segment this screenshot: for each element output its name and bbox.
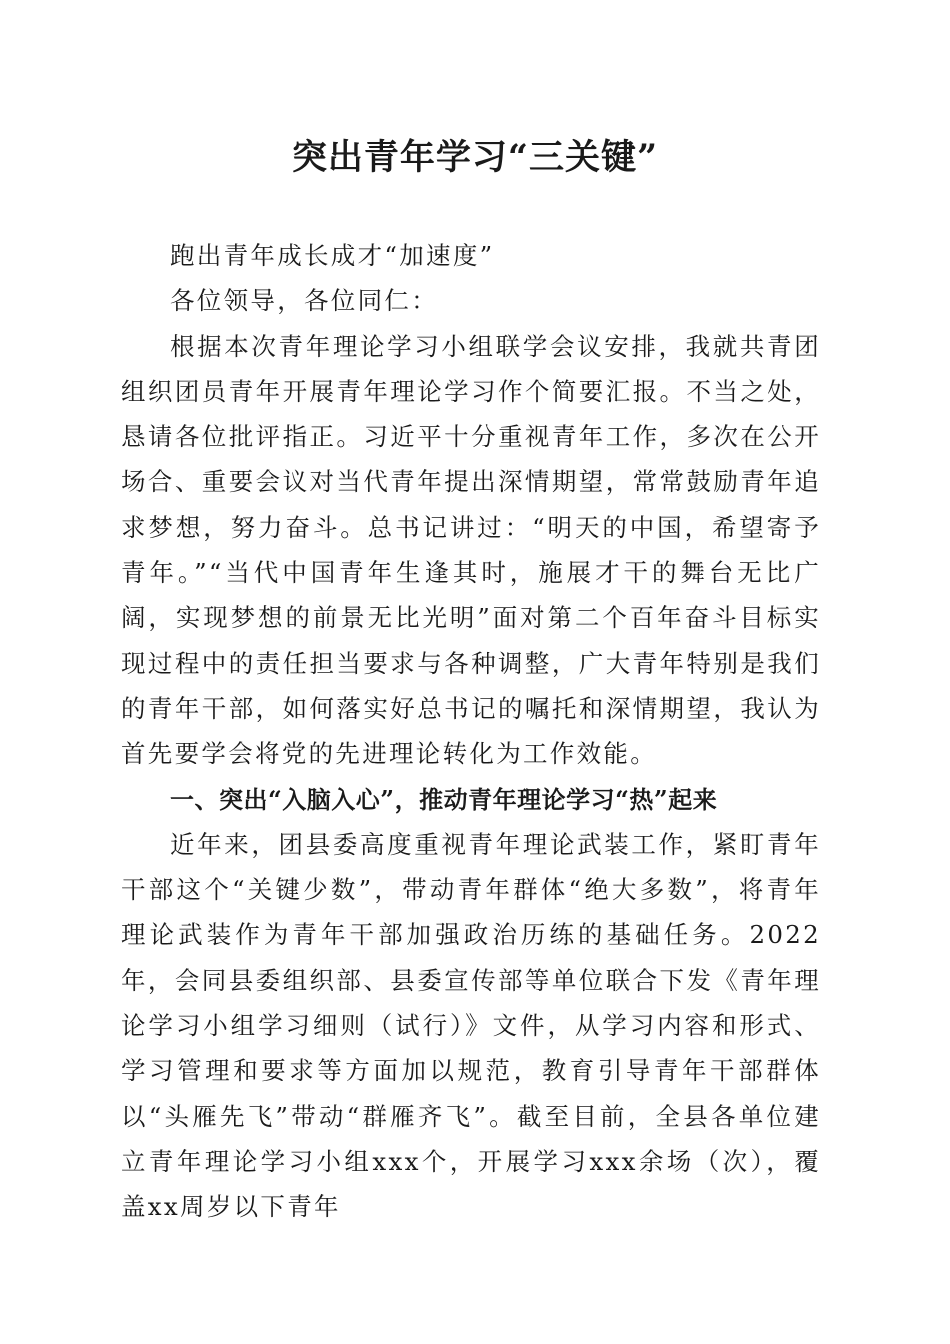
- subtitle-paragraph: 跑出青年成长成才“加速度”: [170, 241, 495, 270]
- salutation-paragraph: 各位领导，各位同仁：: [170, 286, 438, 316]
- intro-paragraph: 根据本次青年理论学习小组联学会议安排，我就共青团组织团员青年开展青年理论学习作个简要汇报。不当之处，恳请各位批评指正。习近平十分重视青年工作，多次在公开场合、重要会议对当代青年提出深情期望，常常鼓励青年追求梦想，努力奋斗。总书记讲过：“明天的中国，希望寄予青年。”“当代中国青年生逢其时，施展才干的舞台无比广阔，实现梦想的前景无比光明”面对第二个百年奋斗目标实现过程中的责任担当要求与各种调整，广大青年特别是我们的青年干部，如何落实好总书记的嘱托和深情期望，我认为首先要学会将党的先进理论转化为工作效能。: [121, 331, 821, 769]
- section-1-paragraph: 近年来，团县委高度重视青年理论武装工作，紧盯青年干部这个“关键少数”，带动青年群体“绝大多数”，将青年理论武装作为青年干部加强政治历练的基础任务。2022年，会同县委组织部、县委宣传部等单位联合下发《青年理论学习小组学习细则（试行）》文件，从学习内容和形式、学习管理和要求等方面加以规范，教育引导青年干部群体以“头雁先飞”带动“群雁齐飞”。截至目前，全县各单位建立青年理论学习小组xxx个，开展学习xxx余场（次），覆盖xx周岁以下青年: [121, 829, 821, 1222]
- document-body: [121, 233, 821, 1230]
- section-heading-1: 一、突出“入脑入心”，推动青年理论学习“热”起来: [170, 784, 718, 814]
- document-title: 突出青年学习“三关键”: [291, 137, 659, 178]
